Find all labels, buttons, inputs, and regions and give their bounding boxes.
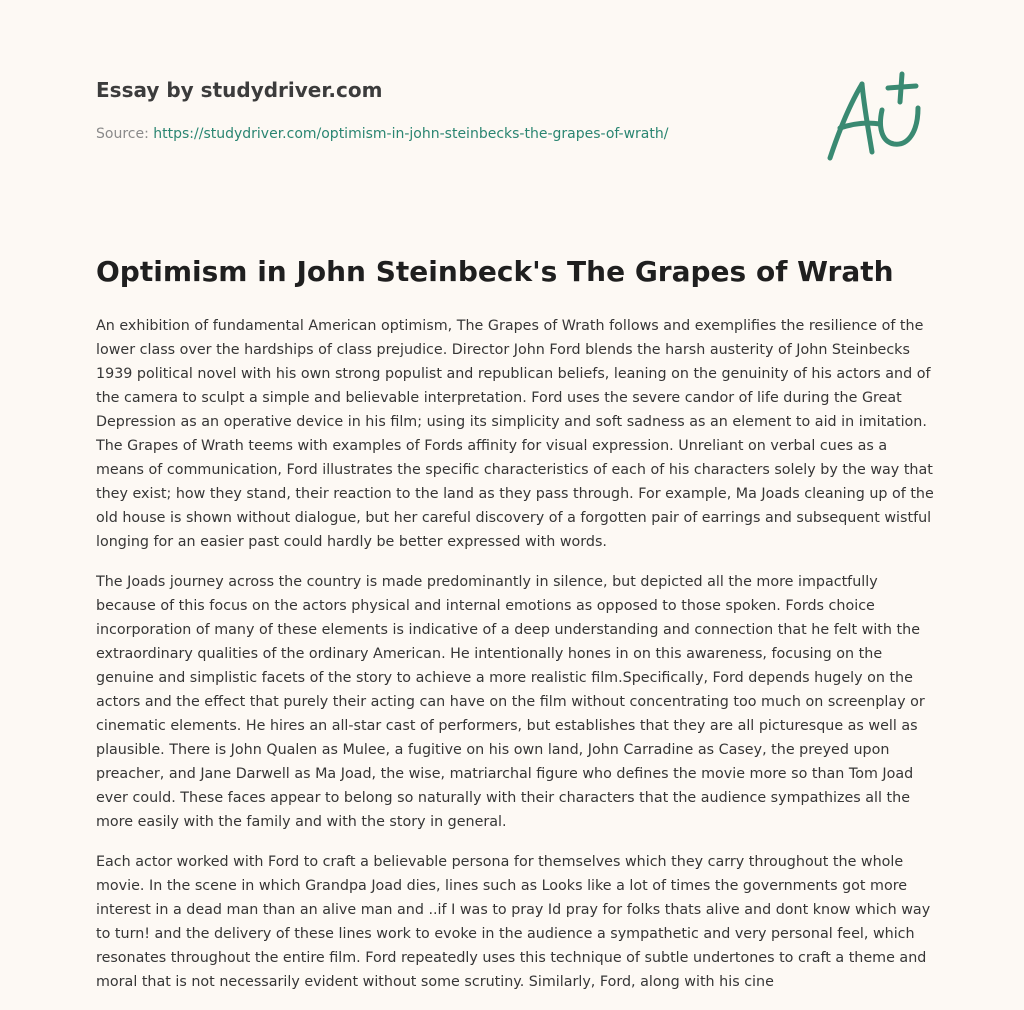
essay-paragraph: The Joads journey across the country is made predominantly in silence, but depicted all the more impactfully because of this focus on the actors physical and internal emotions as opposed to those spoken. Fords choice incorporation of many of these elements is indicative of a deep understanding and connection that he felt with the extraordinary qualities of the ordinary American. He intentionally hones in on this awareness, focusing on the genuine and simplistic facets of the story to achieve a more realistic film.Specifically, Ford depends hugely on the actors and the effect that purely their acting can have on the film without concentrating too much on screenplay or cinematic elements. He hires an all-star cast of performers, but establishes that they are all picturesque as well as plausible. There is John Qualen as Mulee, a fugitive on his own land, John Carradine as Casey, the preyed upon preacher, and Jane Darwell as Ma Joad, the wise, matriarchal figure who defines the movie more so than Tom Joad ever could. These faces appear to belong so naturally with their characters that the audience sympathizes all the more easily with the family and with the story in general.	[96, 574, 925, 830]
essay-body	[96, 314, 934, 1010]
essay-paragraph: Each actor worked with Ford to craft a believable persona for themselves which they carry throughout the whole movie. In the scene in which Grandpa Joad dies, lines such as Looks like a lot of times the governments got more interest in a dead man than an alive man and ..if I was to pray Id pray for folks thats alive and dont know which way to turn! and the delivery of these lines work to evoke in the audience a sympathetic and very personal feel, which resonates throughout the entire film. Ford repeatedly uses this technique of subtle undertones to craft a theme and moral that is not necessarily evident without some scrutiny. Similarly, Ford, along with his cine	[96, 854, 931, 990]
site-title: Essay by studydriver.com	[96, 78, 383, 102]
a-plus-grade-icon	[822, 66, 932, 166]
page-header	[96, 76, 796, 144]
essay-title: Optimism in John Steinbeck's The Grapes of Wrath	[96, 255, 894, 288]
essay-paragraph: An exhibition of fundamental American optimism, The Grapes of Wrath follows and exemplifies the resilience of the lower class over the hardships of class prejudice. Director John Ford blends the harsh austerity of John Steinbecks 1939 political novel with his own strong populist and republican beliefs, leaning on the genuinity of his actors and of the camera to sculpt a simple and believable interpretation. Ford uses the severe candor of life during the Great Depression as an operative device in his film; using its simplicity and soft sadness as an element to aid in imitation. The Grapes of Wrath teems with examples of Fords affinity for visual expression. Unreliant on verbal cues as a means of communication, Ford illustrates the specific characteristics of each of his characters solely by the way that they exist; how they stand, their reaction to the land as they pass through. For example, Ma Joads cleaning up of the old house is shown without dialogue, but her careful discovery of a forgotten pair of earrings and subsequent wistful longing for an easier past could hardly be better expressed with words.	[96, 318, 934, 550]
source-link[interactable]: https://studydriver.com/optimism-in-john-steinbecks-the-grapes-of-wrath/	[153, 126, 669, 142]
source-line	[96, 124, 796, 144]
source-label: Source:	[96, 126, 154, 142]
